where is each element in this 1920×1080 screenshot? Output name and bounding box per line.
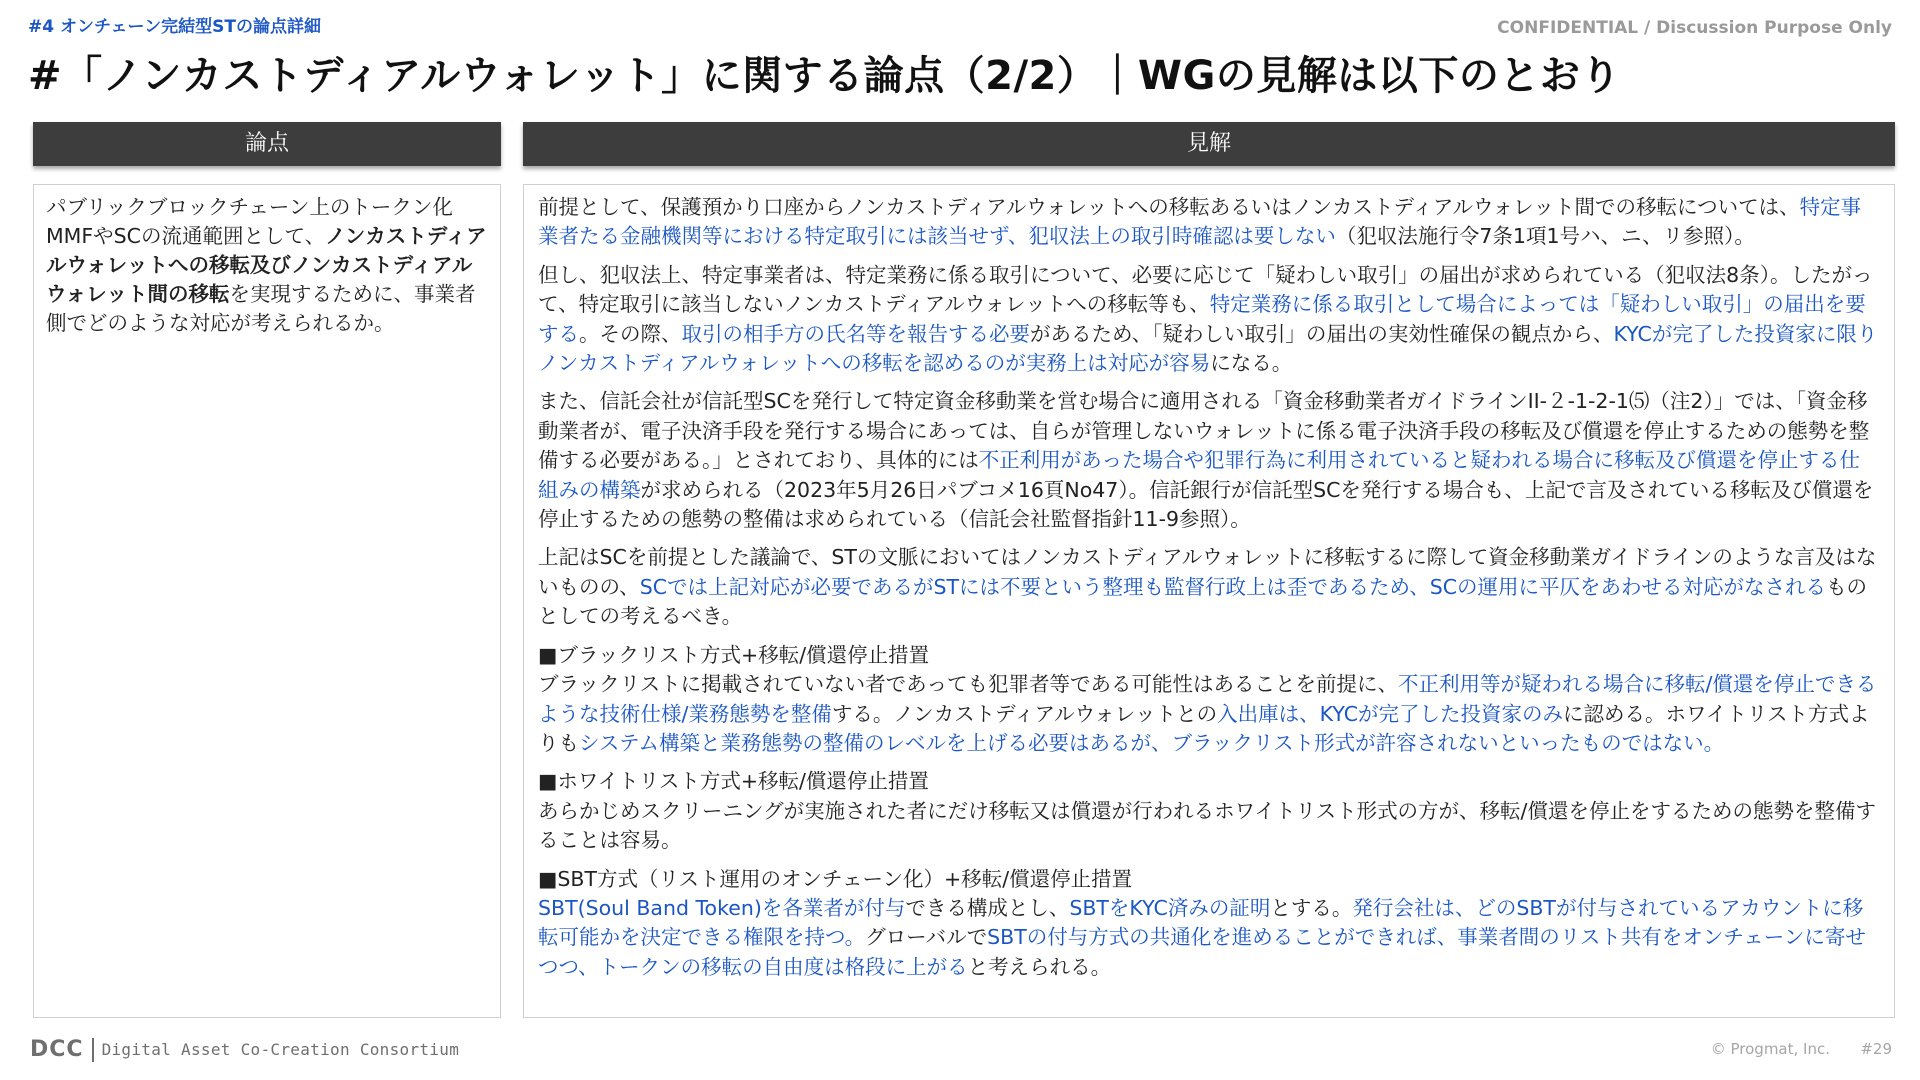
text: になる。 bbox=[1210, 351, 1293, 376]
highlight-text: 入出庫は、KYCが完了した投資家のみ bbox=[1217, 701, 1564, 726]
blacklist-heading: ■ブラックリスト方式+移転/償還停止措置 bbox=[538, 642, 930, 667]
text: とする。 bbox=[1270, 895, 1353, 920]
highlight-text: システム構築と業務態勢の整備のレベルを上げる必要はあるが、ブラックリスト形式が許容されないといったものではない。 bbox=[579, 730, 1725, 755]
text: あらかじめスクリーニングが実施された者にだけ移転又は償還が行われるホワイトリスト形式の方が、移転/償還を停止をするための態勢を整備することは容易。 bbox=[538, 798, 1876, 853]
view-paragraph-2 bbox=[538, 261, 1880, 379]
text: 但し、犯収法上、特定事業者は、特定業務に係る取引について、必要に応じて「疑わしい取引」の届出が求められている（犯収法8条）。したがって、特定取引に該当しないノンカストディアルウォレットへの移転等も、 bbox=[538, 262, 1873, 317]
section-label: #4 オンチェーン完結型STの論点詳細 bbox=[28, 17, 321, 37]
view-paragraph-3 bbox=[538, 387, 1880, 534]
text: に認める。ホワイトリスト方式よりも bbox=[538, 701, 1870, 755]
text: （犯収法施行令7条1項1号ハ、ニ、リ参照）。 bbox=[1335, 224, 1755, 249]
text: 前提として、保護預かり口座からノンカストディアルウォレットへの移転あるいはノンカストディアルウォレット間での移転については、 bbox=[538, 195, 1800, 219]
highlight-text: SBTの付与方式の共通化を進めることができれば、事業者間のリスト共有をオンチェーンに寄せつつ、トークンの移転の自由度は格段に上がる bbox=[538, 925, 1866, 979]
text: 。その際、 bbox=[579, 321, 682, 346]
issue-column-header: 論点 bbox=[33, 122, 501, 166]
whitelist-heading: ■ホワイトリスト方式+移転/償還停止措置 bbox=[538, 769, 929, 794]
issue-text-part2: を実現するために、事業者側でどのような対応が考えられるか。 bbox=[46, 282, 476, 335]
text: また、信託会社が信託型SCを発行して特定資金移動業を営む場合に適用される「資金移動業者ガイドラインII-２-1-2-1⑸（注2）」では、「資金移動業者が、電子決済手段を発行する場合にあっては、自らが管理しないウォレットに係る電子決済手段の移転及び償還を停止するための態勢を整備する必要がある。」とされており、具体的には bbox=[538, 389, 1870, 473]
view-paragraph-4 bbox=[538, 543, 1880, 631]
highlight-text: 特定事業者たる金融機関等における特定取引には該当せず、犯収法上の取引時確認は要しない bbox=[538, 195, 1862, 249]
whitelist-option bbox=[538, 767, 1880, 855]
blacklist-option bbox=[538, 641, 1880, 759]
page-title: #「ノンカストディアルウォレット」に関する論点（2/2）｜WGの見解は以下のとおり bbox=[28, 53, 1621, 99]
highlight-text: 取引の相手方の氏名等を報告する必要 bbox=[681, 321, 1030, 346]
text: ものとしての考えるべき。 bbox=[538, 574, 1868, 629]
sbt-heading: ■SBT方式（リスト運用のオンチェーン化）+移転/償還停止措置 bbox=[538, 866, 1133, 891]
logo-name: Digital Asset Co-Creation Consortium bbox=[101, 1040, 460, 1059]
text: グローバルで bbox=[865, 925, 988, 950]
text: ブラックリストに掲載されていない者であっても犯罪者等である可能性はあることを前提に、 bbox=[538, 672, 1398, 697]
highlight-text: SCでは上記対応が必要であるがSTには不要という整理も監督行政上は歪であるため、SCの運用に平仄をあわせる対応がなされる bbox=[639, 574, 1827, 599]
confidential-notice: CONFIDENTIAL / Discussion Purpose Only bbox=[1497, 18, 1892, 38]
highlight-text: KYCが完了した投資家に限りノンカストディアルウォレットへの移転を認めるのが実務上は対応が容易 bbox=[538, 321, 1878, 376]
text: 上記はSCを前提とした議論で、STの文脈においてはノンカストディアルウォレットに移転するに際して資金移動業ガイドラインのような言及はないものの、 bbox=[538, 545, 1877, 599]
text: が求められる（2023年5月26日パブコメ16頁No47）。信託銀行が信託型SCを発行する場合も、上記で言及されている移転及び償還を停止するための態勢の整備は求められている（信託会社監督指針11-9参照）。 bbox=[538, 477, 1874, 532]
highlight-text: 不正利用等が疑われる場合に移転/償還を停止できるような技術仕様/業務態勢を整備 bbox=[538, 672, 1877, 726]
page-number: #29 bbox=[1860, 1040, 1892, 1058]
sbt-option bbox=[538, 865, 1880, 983]
issue-text bbox=[46, 193, 488, 338]
highlight-text: SBTをKYC済みの証明 bbox=[1069, 895, 1271, 920]
highlight-text: 特定業務に係る取引として場合によっては「疑わしい取引」の届出を要する bbox=[538, 292, 1866, 346]
issue-text-bold: ノンカストディアルウォレットへの移転及びノンカストディアルウォレット間の移転 bbox=[46, 224, 487, 306]
dcc-logo bbox=[30, 1037, 459, 1062]
logo-short: DCC bbox=[30, 1037, 84, 1062]
highlight-text: 発行会社は、どのSBTが付与されているアカウントに移転可能かを決定できる権限を持つ。 bbox=[538, 895, 1864, 950]
text: できる構成とし、 bbox=[905, 895, 1070, 920]
logo-divider bbox=[92, 1038, 94, 1062]
copyright: © Progmat, Inc. bbox=[1710, 1040, 1830, 1058]
view-column-header: 見解 bbox=[523, 122, 1895, 166]
highlight-text: SBT(Soul Band Token)を各業者が付与 bbox=[538, 895, 906, 920]
text: と考えられる。 bbox=[967, 954, 1112, 979]
highlight-text: 不正利用があった場合や犯罪行為に利用されていると疑われる場合に移転及び償還を停止する仕組みの構築 bbox=[538, 448, 1861, 502]
view-paragraph-1 bbox=[538, 193, 1880, 252]
issue-panel bbox=[33, 184, 501, 1018]
text: があるため、「疑わしい取引」の届出の実効性確保の観点から、 bbox=[1030, 321, 1614, 346]
issue-text-part1: パブリックブロックチェーン上のトークン化MMFやSCの流通範囲として、 bbox=[46, 195, 453, 248]
text: する。ノンカストディアルウォレットとの bbox=[831, 701, 1218, 726]
view-panel bbox=[523, 184, 1895, 1018]
